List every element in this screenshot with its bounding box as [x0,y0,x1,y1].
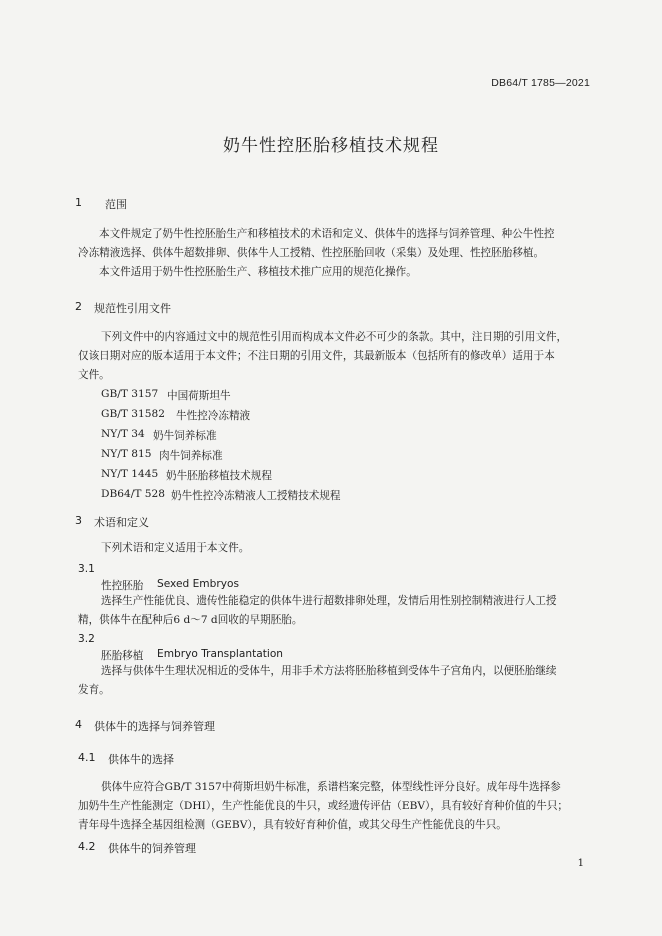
term-definition-line: 选择与供体牛生理状况相近的受体牛，用非手术方法将胚胎移植到受体牛子宫角内，以便胚胎继续 [101,665,557,677]
section-1-paragraph: 本文件适用于奶牛性控胚胎生产、移植技术推广应用的规范化操作。 [99,266,417,278]
term-chinese: 性控胚胎 [101,580,144,592]
subsection-4-1-paragraph-line: 青年母牛选择全基因组检测（GEBV），具有较好育种价值，或其父母生产性能优良的牛只。 [78,819,507,831]
section-4-number: 4 [75,718,82,731]
reference-code: NY/T 34 [101,428,145,440]
reference-title: 肉牛饲养标准 [159,450,223,462]
document-title: 奶牛性控胚胎移植技术规程 [223,136,439,156]
subsection-4-1-title: 供体牛的选择 [108,753,174,766]
section-3-number: 3 [75,514,82,527]
section-4-title: 供体牛的选择与饲养管理 [94,720,215,733]
section-3-intro: 下列术语和定义适用于本文件。 [101,542,250,554]
subsection-4-1-paragraph-line: 供体牛应符合GB/T 3157中荷斯坦奶牛标准，系谱档案完整，体型线性评分良好。成年母牛选择参 [101,781,561,793]
section-3-title: 术语和定义 [94,516,149,529]
term-number: 3.2 [78,633,95,645]
reference-title: 奶牛性控冷冻精液人工授精技术规程 [171,490,341,502]
term-definition-line: 选择生产性能优良、遗传性能稳定的供体牛进行超数排卵处理，发情后用性别控制精液进行人工授 [101,595,557,607]
section-2-paragraph-line: 下列文件中的内容通过文中的规范性引用而构成本文件必不可少的条款。其中，注日期的引用文件， [101,331,568,343]
section-2-paragraph-line: 文件。 [78,369,110,381]
section-1-number: 1 [75,196,82,209]
subsection-4-2-number: 4.2 [78,840,96,853]
section-1-paragraph-line: 本文件规定了奶牛性控胚胎生产和移植技术的术语和定义、供体牛的选择与饲养管理、种公牛性控 [99,228,555,240]
section-2-paragraph-line: 仅该日期对应的版本适用于本文件；不注日期的引用文件，其最新版本（包括所有的修改单）适用于本 [78,350,555,362]
section-2-title: 规范性引用文件 [94,302,171,315]
term-definition-line: 发育。 [78,684,110,696]
section-1-title: 范围 [105,198,127,211]
section-2-number: 2 [75,300,82,313]
reference-code: DB64/T 528 [101,488,165,500]
reference-title: 牛性控冷冻精液 [176,410,251,422]
term-definition-line: 精，供体牛在配种后6 d～7 d回收的早期胚胎。 [78,614,303,626]
section-1-paragraph-line: 冷冻精液选择、供体牛超数排卵、供体牛人工授精、性控胚胎回收（采集）及处理、性控胚胎移植。 [78,247,545,259]
term-english: Embryo Transplantation [157,648,284,660]
term-chinese: 胚胎移植 [101,650,144,662]
subsection-4-1-paragraph-line: 加奶牛生产性能测定（DHI），生产性能优良的牛只，或经遗传评估（EBV），具有较好育种价值的牛只； [78,800,569,812]
subsection-4-2-title: 供体牛的饲养管理 [108,842,196,855]
page-number: 1 [577,858,584,869]
reference-title: 奶牛饲养标准 [153,430,217,442]
reference-code: NY/T 1445 [101,468,159,480]
reference-code: GB/T 31582 [101,408,165,420]
standard-number: DB64/T 1785—2021 [491,77,590,89]
reference-title: 奶牛胚胎移植技术规程 [166,470,272,482]
subsection-4-1-number: 4.1 [78,751,96,764]
reference-title: 中国荷斯坦牛 [167,390,231,402]
reference-code: GB/T 3157 [101,388,159,400]
term-english: Sexed Embryos [157,578,239,590]
term-number: 3.1 [78,563,95,575]
reference-code: NY/T 815 [101,448,152,460]
